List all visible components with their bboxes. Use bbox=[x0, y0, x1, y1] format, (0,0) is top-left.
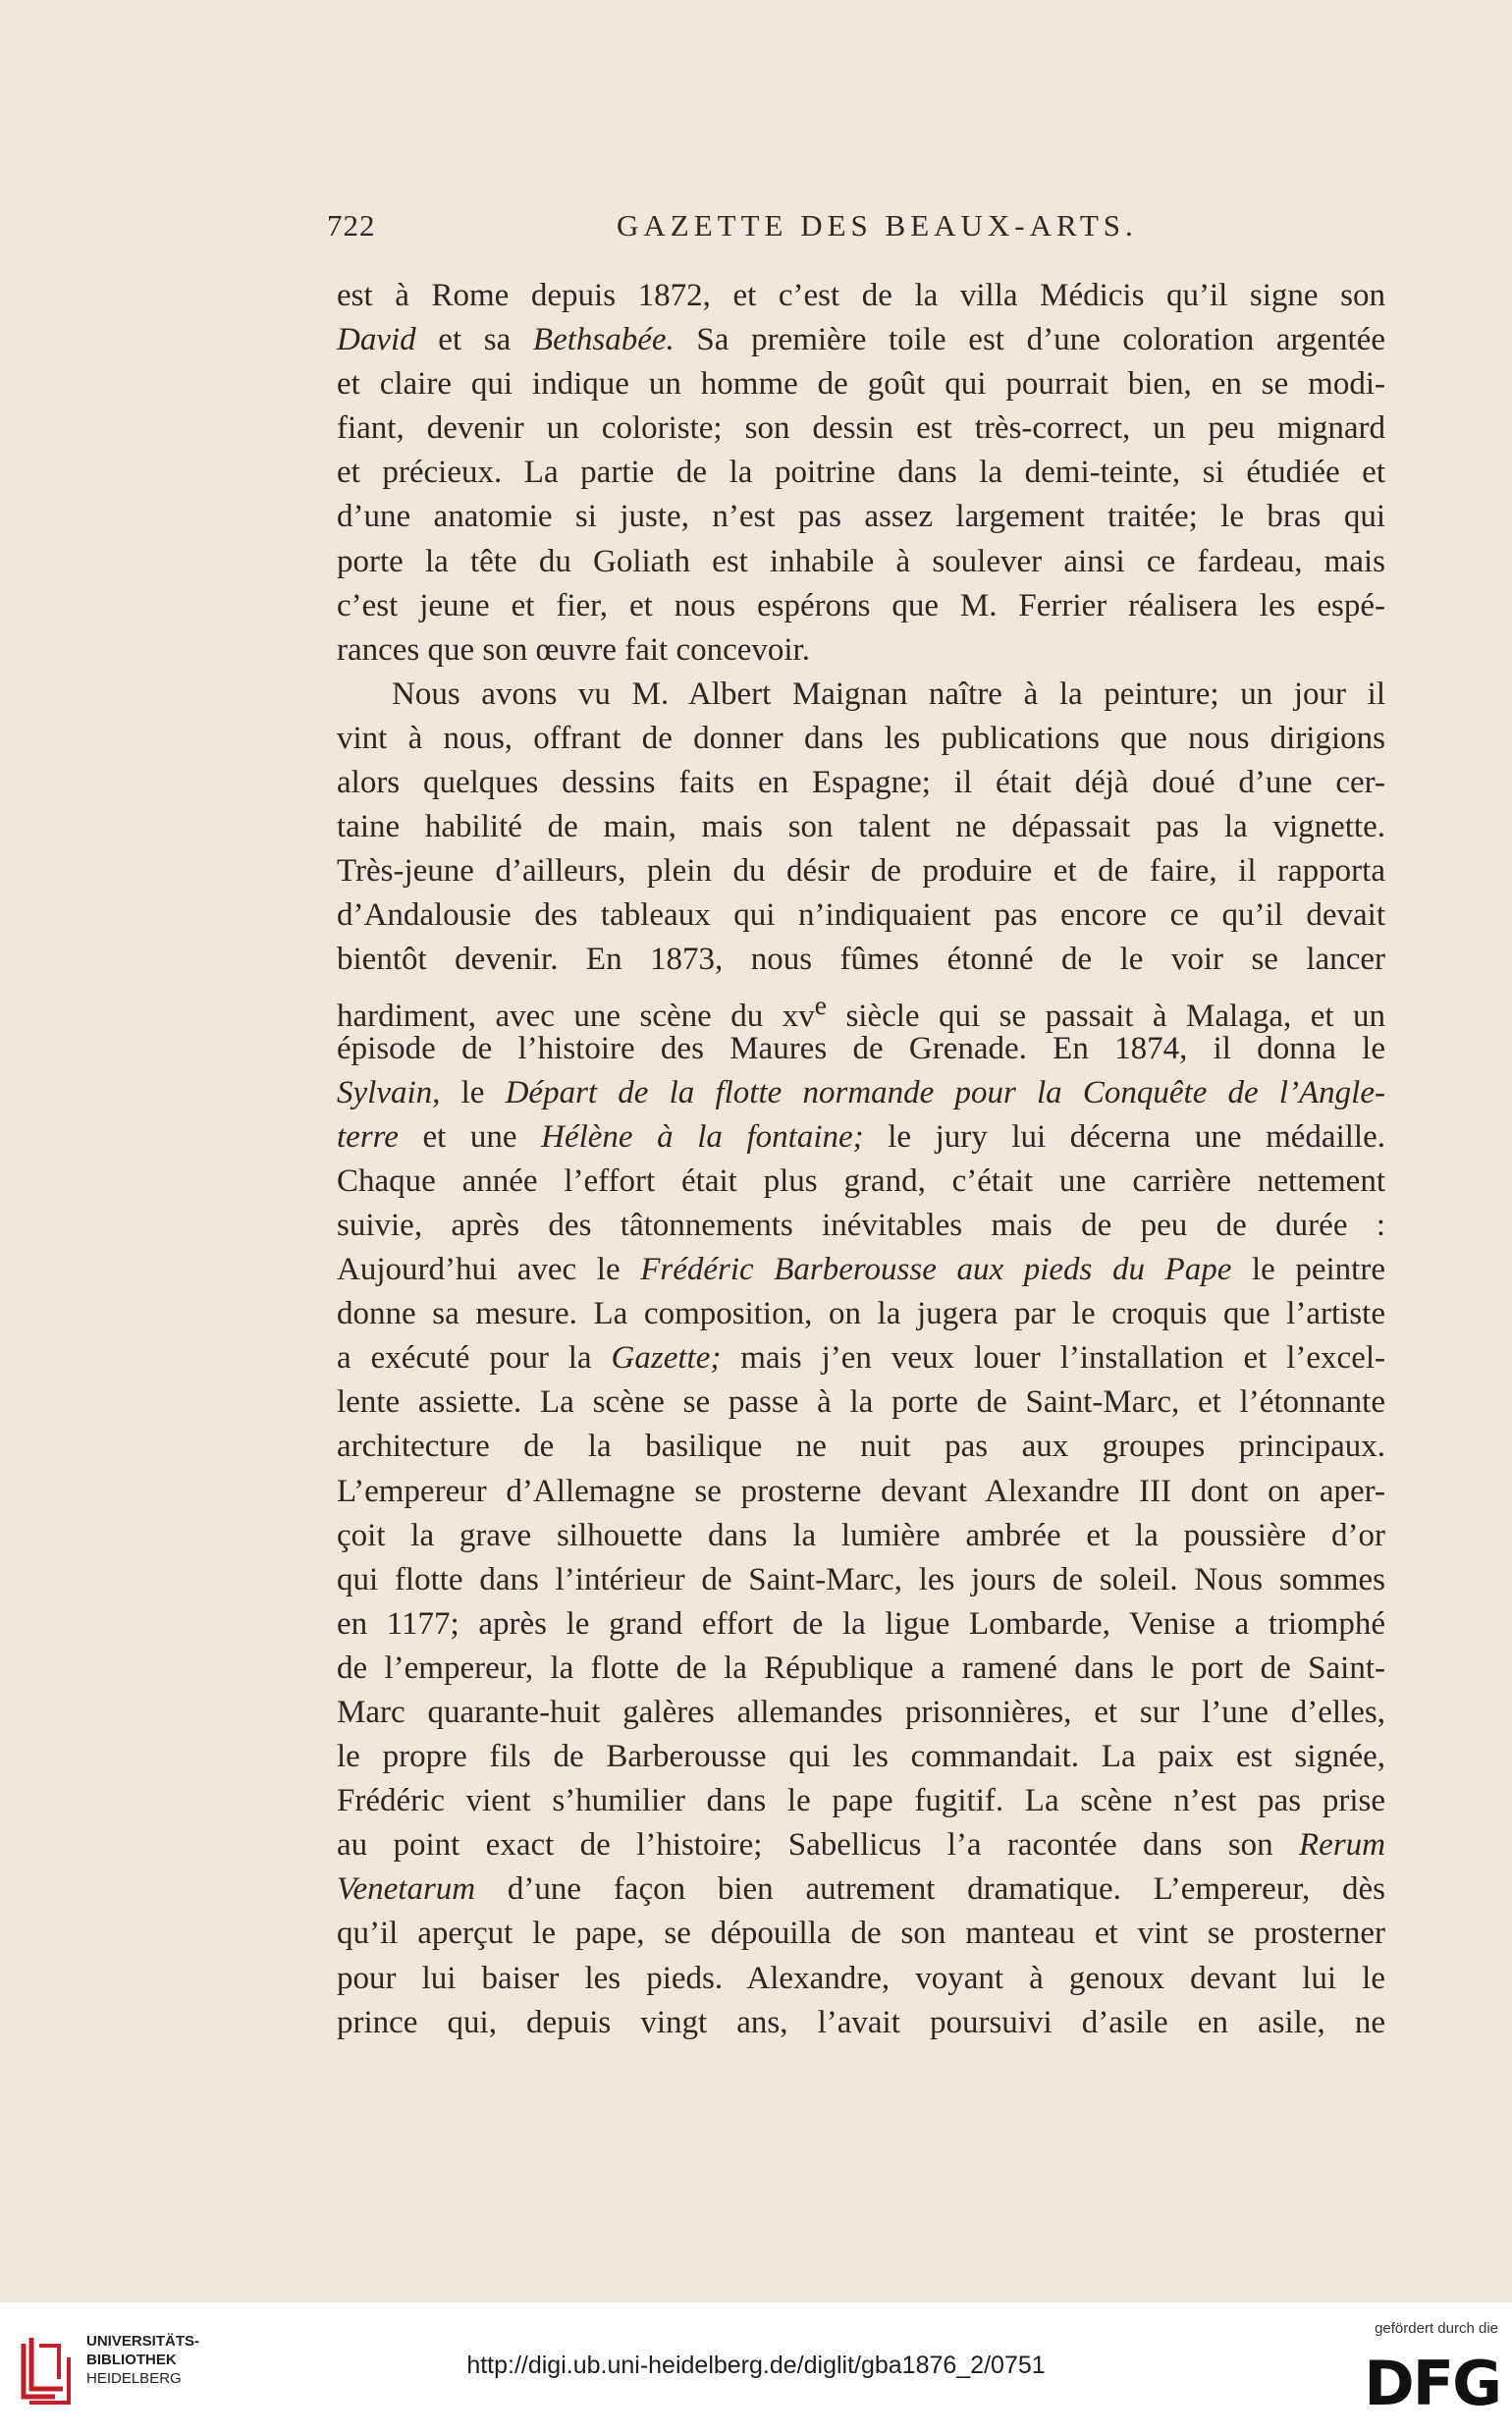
text-line: pour lui baiser les pieds. Alexandre, voyant à genoux devant lui le bbox=[337, 1960, 1385, 1996]
text-line: Sylvain, le Départ de la flotte normande pour la Conquête de l’Angle- bbox=[337, 1074, 1385, 1110]
text-line: d’Andalousie des tableaux qui n’indiquaient pas encore ce qu’il devait bbox=[337, 897, 1385, 934]
text-line: bientôt devenir. En 1873, nous fûmes étonné de le voir se lancer bbox=[337, 942, 1385, 978]
text-line: d’une anatomie si juste, n’est pas assez largement traitée; le bras qui bbox=[337, 499, 1385, 535]
text-line: est à Rome depuis 1872, et c’est de la villa Médicis qu’il signe son bbox=[337, 278, 1385, 313]
text-line: rances que son œuvre fait concevoir. bbox=[337, 631, 810, 668]
page-number: 722 bbox=[327, 208, 376, 243]
text-line: suivie, après des tâtonnements inévitables mais de peu de durée : bbox=[337, 1207, 1385, 1243]
text-line: Frédéric vient s’humilier dans le pape fugitif. La scène n’est pas prise bbox=[337, 1783, 1385, 1819]
text-line: vint à nous, offrant de donner dans les publications que nous dirigions bbox=[337, 720, 1385, 756]
text-line: qu’il aperçut le pape, se dépouilla de son manteau et vint se prosterner bbox=[337, 1916, 1385, 1952]
text-line: le propre fils de Barberousse qui les commandait. La paix est signée, bbox=[337, 1739, 1385, 1775]
dfg-logo: DFG bbox=[1364, 2348, 1500, 2419]
journal-title: GAZETTE DES BEAUX-ARTS. bbox=[617, 208, 1138, 243]
text-line: et précieux. La partie de la poitrine dans la demi-teinte, si étudiée et bbox=[337, 455, 1385, 491]
text-line: qui flotte dans l’intérieur de Saint-Marc, les jours de soleil. Nous sommes bbox=[337, 1561, 1385, 1597]
text-line: épisode de l’histoire des Maures de Grenade. En 1874, il donna le bbox=[337, 1030, 1385, 1066]
text-line: a exécuté pour la Gazette; mais j’en veux louer l’installation et l’excel- bbox=[337, 1340, 1385, 1377]
running-head bbox=[327, 208, 1377, 247]
text-line: porte la tête du Goliath est inhabile à soulever ainsi ce fardeau, mais bbox=[337, 543, 1385, 579]
text-line: L’empereur d’Allemagne se prosterne devant Alexandre III dont on aper- bbox=[337, 1473, 1385, 1509]
article-body bbox=[337, 274, 1385, 2045]
text-line: architecture de la basilique ne nuit pas aux groupes principaux. bbox=[337, 1429, 1385, 1465]
text-line: prince qui, depuis vingt ans, l’avait poursuivi d’asile en asile, ne bbox=[337, 2004, 1385, 2040]
institution-line: BIBLIOTHEK bbox=[86, 2352, 177, 2368]
text-line: au point exact de l’histoire; Sabellicus l’a racontée dans son Rerum bbox=[337, 1827, 1385, 1864]
university-library-name bbox=[86, 2332, 199, 2388]
text-line: de l’empereur, la flotte de la République a ramené dans le port de Saint- bbox=[337, 1650, 1385, 1686]
paragraph bbox=[337, 673, 1385, 2045]
text-line: Nous avons vu M. Albert Maignan naître à la peinture; un jour il bbox=[392, 676, 1385, 712]
text-line: Venetarum d’une façon bien autrement dramatique. L’empereur, dès bbox=[337, 1871, 1385, 1908]
text-line: Aujourd’hui avec le Frédéric Barberousse aux pieds du Pape le peintre bbox=[337, 1252, 1385, 1288]
text-line: c’est jeune et fier, et nous espérons que M. Ferrier réalisera les espé- bbox=[337, 587, 1385, 623]
text-line: et claire qui indique un homme de goût qui pourrait bien, en se modi- bbox=[337, 366, 1385, 403]
text-line: lente assiette. La scène se passe à la porte de Saint-Marc, et l’étonnante bbox=[337, 1384, 1385, 1421]
university-library-logo-icon bbox=[16, 2334, 77, 2407]
permalink-url[interactable]: http://digi.ub.uni-heidelberg.de/diglit/gba1876_2/0751 bbox=[466, 2352, 1046, 2379]
text-line: en 1177; après le grand effort de la ligue Lombarde, Venise a triomphé bbox=[337, 1605, 1385, 1642]
institution-line: UNIVERSITÄTS- bbox=[86, 2333, 200, 2350]
text-line: fiant, devenir un coloriste; son dessin est très-correct, un peu mignard bbox=[337, 410, 1385, 447]
text-line: donne sa mesure. La composition, on la jugera par le croquis que l’artiste bbox=[337, 1296, 1385, 1332]
text-line: hardiment, avec une scène du $xv^e$ siècle qui se passait à Malaga, et un bbox=[337, 989, 1385, 1034]
text-line: çoit la grave silhouette dans la lumière ambrée et la poussière d’or bbox=[337, 1517, 1385, 1553]
institution-line: HEIDELBERG bbox=[86, 2370, 182, 2387]
digitization-footer bbox=[0, 2302, 1512, 2435]
text-line: alors quelques dessins faits en Espagne; il était déjà doué d’une cer- bbox=[337, 765, 1385, 801]
text-line: David et sa Bethsabée. Sa première toile est d’une coloration argentée bbox=[337, 322, 1385, 358]
funder-block bbox=[1306, 2320, 1502, 2428]
funding-label: gefördert durch die bbox=[1375, 2320, 1498, 2337]
paragraph bbox=[337, 274, 1385, 673]
text-line: Marc quarante-huit galères allemandes prisonnières, et sur l’une d’elles, bbox=[337, 1695, 1385, 1730]
text-line: Chaque année l’effort était plus grand, c’était une carrière nettement bbox=[337, 1163, 1385, 1199]
text-line: terre et une Hélène à la fontaine; le jury lui décerna une médaille. bbox=[337, 1118, 1385, 1155]
text-line: Très-jeune d’ailleurs, plein du désir de produire et de faire, il rapporta bbox=[337, 853, 1385, 890]
text-line: taine habilité de main, mais son talent ne dépassait pas la vignette. bbox=[337, 809, 1385, 845]
